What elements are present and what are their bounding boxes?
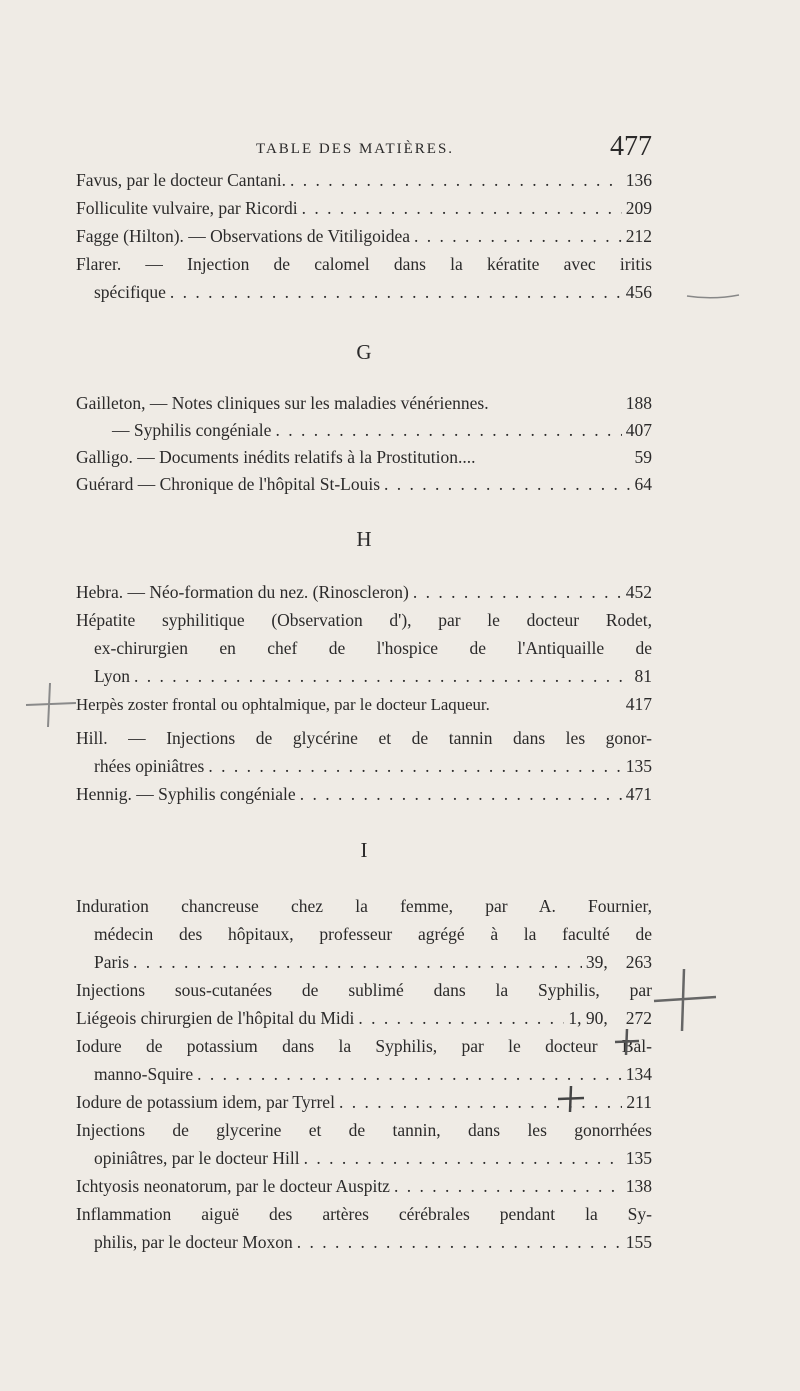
index-entry: Injections sous-cutanées de sublimé dans la Syphilis, par [76, 980, 652, 1000]
pencil-cross-icon [556, 1084, 586, 1114]
index-entry: Favus, par le docteur Cantani. . . . 136 [76, 170, 652, 198]
index-entry: Hill. — Injections de glycérine et de tannin dans les gonor- [76, 728, 652, 748]
index-entry: Hennig. — Syphilis congéniale . . . 471 [76, 784, 652, 812]
section-letter-h: H [356, 527, 372, 551]
page-number: 477 [610, 131, 652, 162]
entry-page: 64 [634, 474, 652, 494]
entry-page: 212 [625, 226, 652, 246]
entry-page: 417 [625, 694, 652, 714]
pencil-stroke-icon [685, 290, 741, 302]
index-entry: Flarer. — Injection de calomel dans la kératite avec iritis [76, 254, 652, 274]
section-letter-g: G [356, 340, 372, 364]
index-entry: Ichtyosis neonatorum, par le docteur Auspitz . . . 138 [76, 1176, 652, 1204]
index-entry-cont: spécifique . . . 456 [94, 282, 652, 310]
entry-page: 407 [625, 420, 652, 440]
index-entry: Induration chancreuse chez la femme, par A. Fournier, [76, 896, 652, 916]
index-entry-cont: philis, par le docteur Moxon . . . 155 [94, 1232, 652, 1260]
index-entry: Iodure de potassium idem, par Tyrrel . . . 211 [76, 1092, 652, 1120]
index-entry-cont: Lyon . . . 81 [94, 666, 652, 694]
entry-page: 136 [625, 170, 652, 190]
index-entry-cont: médecin des hôpitaux, professeur agrégé à la faculté de [94, 924, 652, 944]
running-header [76, 133, 652, 165]
entry-page: 188 [625, 393, 652, 413]
entry-page: 134 [625, 1064, 652, 1084]
entry-page: 452 [625, 582, 652, 602]
index-entry: Gailleton, — Notes cliniques sur les maladies vénériennes. 188 [76, 393, 652, 413]
entry-page: 471 [625, 784, 652, 804]
index-entry: — Syphilis congéniale . . . 407 [112, 420, 652, 448]
index-entry-cont: opiniâtres, par le docteur Hill . . . 135 [94, 1148, 652, 1176]
entry-page: 155 [625, 1232, 652, 1252]
index-entry: Guérard — Chronique de l'hôpital St-Louis . . . 64 [76, 474, 652, 502]
index-entry: Liégeois chirurgien de l'hôpital du Midi . . . 1, 90, 272 [76, 1008, 652, 1036]
index-entry-cont: manno-Squire . . . 134 [94, 1064, 652, 1092]
index-entry: Inflammation aiguë des artères cérébrales pendant la Sy- [76, 1204, 652, 1224]
index-entry: Injections de glycerine et de tannin, dans les gonorrhées [76, 1120, 652, 1140]
section-letter-i: I [360, 838, 368, 862]
entry-page: 456 [625, 282, 652, 302]
pencil-cross-icon [650, 965, 720, 1035]
entry-page: 135 [625, 1148, 652, 1168]
index-entry: Folliculite vulvaire, par Ricordi . . . 209 [76, 198, 652, 226]
entry-page: 59 [634, 447, 652, 467]
entry-page: 135 [625, 756, 652, 776]
index-entry-cont: ex-chirurgien en chef de l'hospice de l'Antiquaille de [94, 638, 652, 658]
index-entry: Iodure de potassium dans la Syphilis, par le docteur Bal- [76, 1036, 652, 1056]
index-entry-cont: Paris . . . 39, 263 [94, 952, 652, 980]
index-entry-cont: rhées opiniâtres . . . 135 [94, 756, 652, 784]
entry-page: 272 [625, 1008, 652, 1028]
index-entry: Herpès zoster frontal ou ophtalmique, par le docteur Laqueur. 417 [76, 694, 652, 714]
entry-page: 211 [626, 1092, 652, 1112]
pencil-cross-icon [612, 1026, 642, 1058]
entry-page: 81 [634, 666, 652, 686]
entry-page: 209 [625, 198, 652, 218]
index-entry: Galligo. — Documents inédits relatifs à la Prostitution.... 59 [76, 447, 652, 467]
pencil-cross-icon [20, 675, 80, 735]
entry-page: 263 [625, 952, 652, 972]
running-title: TABLE DES MATIÈRES. [256, 141, 455, 157]
index-entry: Hépatite syphilitique (Observation d'), par le docteur Rodet, [76, 610, 652, 630]
index-entry: Fagge (Hilton). — Observations de Vitiligoidea . . . 212 [76, 226, 652, 254]
index-entry: Hebra. — Néo-formation du nez. (Rinoscleron) . . . 452 [76, 582, 652, 610]
entry-page: 138 [625, 1176, 652, 1196]
